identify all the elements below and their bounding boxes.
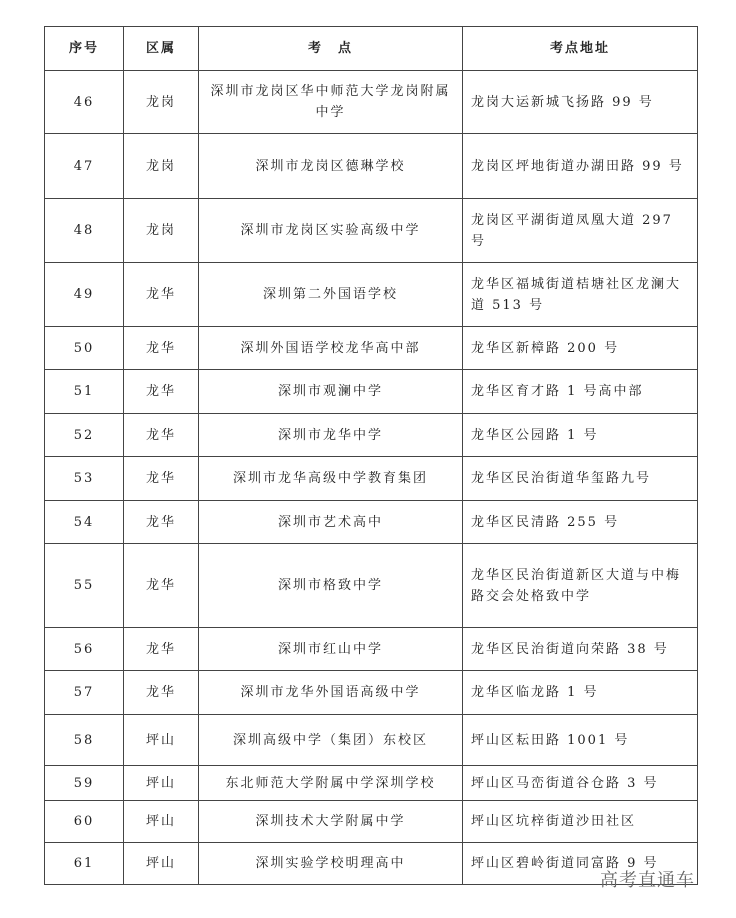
row-address: 龙华区民治街道新区大道与中梅路交会处格致中学 [463, 544, 698, 628]
table-row [45, 457, 698, 501]
table-row [45, 199, 698, 263]
row-address: 龙华区民清路 255 号 [463, 501, 698, 544]
row-address: 坪山区坑梓街道沙田社区 [463, 801, 698, 843]
row-number: 53 [45, 457, 124, 501]
row-address: 龙岗区坪地街道办湖田路 99 号 [463, 134, 698, 199]
row-district: 龙华 [124, 544, 199, 628]
row-site: 深圳市龙岗区实验高级中学 [199, 199, 463, 263]
row-site: 深圳第二外国语学校 [199, 263, 463, 327]
row-number: 59 [45, 766, 124, 801]
row-site: 深圳市龙岗区华中师范大学龙岗附属中学 [199, 71, 463, 134]
table-row [45, 766, 698, 801]
row-site: 深圳市龙岗区德琳学校 [199, 134, 463, 199]
row-number: 56 [45, 628, 124, 671]
row-site: 深圳市龙华中学 [199, 414, 463, 457]
row-number: 52 [45, 414, 124, 457]
table-row [45, 263, 698, 327]
row-site: 深圳市红山中学 [199, 628, 463, 671]
table-row [45, 327, 698, 370]
table-row [45, 801, 698, 843]
row-district: 龙华 [124, 263, 199, 327]
row-number: 51 [45, 370, 124, 414]
row-site: 深圳实验学校明理高中 [199, 843, 463, 885]
row-site: 深圳市格致中学 [199, 544, 463, 628]
row-number: 57 [45, 671, 124, 715]
table-row [45, 715, 698, 766]
table-row [45, 628, 698, 671]
row-number: 48 [45, 199, 124, 263]
row-district: 龙华 [124, 370, 199, 414]
row-district: 龙岗 [124, 71, 199, 134]
row-district: 龙岗 [124, 134, 199, 199]
table-row [45, 501, 698, 544]
row-district: 龙岗 [124, 199, 199, 263]
header-district: 区属 [124, 27, 199, 71]
row-address: 龙华区育才路 1 号高中部 [463, 370, 698, 414]
row-address: 龙华区新樟路 200 号 [463, 327, 698, 370]
row-site: 深圳市龙华外国语高级中学 [199, 671, 463, 715]
row-district: 龙华 [124, 414, 199, 457]
row-site: 深圳市艺术高中 [199, 501, 463, 544]
header-no: 序号 [45, 27, 124, 71]
row-address: 龙岗区平湖街道凤凰大道 297 号 [463, 199, 698, 263]
table-header [45, 27, 698, 71]
row-district: 坪山 [124, 766, 199, 801]
table-row [45, 134, 698, 199]
row-site: 深圳技术大学附属中学 [199, 801, 463, 843]
row-address: 龙华区临龙路 1 号 [463, 671, 698, 715]
row-number: 49 [45, 263, 124, 327]
row-site: 东北师范大学附属中学深圳学校 [199, 766, 463, 801]
row-site: 深圳市龙华高级中学教育集团 [199, 457, 463, 501]
row-district: 坪山 [124, 801, 199, 843]
header-address: 考点地址 [463, 27, 698, 71]
header-site: 考 点 [199, 27, 463, 71]
row-address: 龙华区公园路 1 号 [463, 414, 698, 457]
row-address: 龙岗大运新城飞扬路 99 号 [463, 71, 698, 134]
row-address: 龙华区福城街道桔塘社区龙澜大道 513 号 [463, 263, 698, 327]
table-row [45, 414, 698, 457]
row-site: 深圳外国语学校龙华高中部 [199, 327, 463, 370]
watermark: 高考直通车 [600, 870, 695, 891]
table-row [45, 671, 698, 715]
row-district: 坪山 [124, 843, 199, 885]
row-address: 坪山区碧岭街道同富路 9 号 [463, 843, 698, 885]
row-site: 深圳高级中学（集团）东校区 [199, 715, 463, 766]
row-district: 龙华 [124, 457, 199, 501]
row-district: 坪山 [124, 715, 199, 766]
row-site: 深圳市观澜中学 [199, 370, 463, 414]
row-district: 龙华 [124, 501, 199, 544]
row-number: 50 [45, 327, 124, 370]
row-district: 龙华 [124, 671, 199, 715]
row-address: 龙华区民治街道向荣路 38 号 [463, 628, 698, 671]
row-number: 60 [45, 801, 124, 843]
row-number: 55 [45, 544, 124, 628]
row-address: 坪山区耘田路 1001 号 [463, 715, 698, 766]
row-number: 54 [45, 501, 124, 544]
row-number: 46 [45, 71, 124, 134]
exam-sites-table [44, 26, 698, 885]
row-address: 龙华区民治街道华玺路九号 [463, 457, 698, 501]
row-district: 龙华 [124, 628, 199, 671]
row-district: 龙华 [124, 327, 199, 370]
table-row [45, 544, 698, 628]
row-number: 61 [45, 843, 124, 885]
table-row [45, 71, 698, 134]
table-row [45, 370, 698, 414]
row-number: 58 [45, 715, 124, 766]
row-address: 坪山区马峦街道谷仓路 3 号 [463, 766, 698, 801]
row-number: 47 [45, 134, 124, 199]
